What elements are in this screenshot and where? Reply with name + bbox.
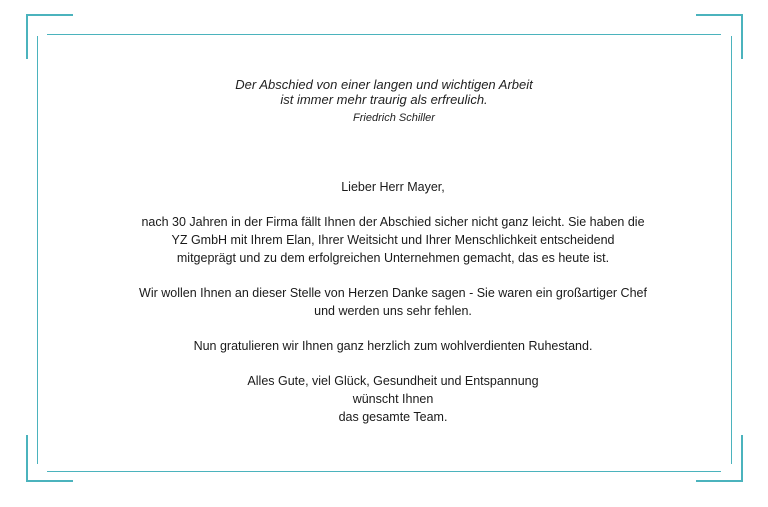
quote-author: Friedrich Schiller [353,112,435,124]
corner-top-right-horizontal [696,14,743,16]
corner-bottom-right-horizontal [696,480,743,482]
corner-top-left-vertical [26,14,28,59]
greeting [0,178,768,196]
paragraph-line: Wir wollen Ihnen an dieser Stelle von Herzen Danke sagen - Sie waren ein großartiger Chef [139,286,647,300]
paragraph [0,213,768,267]
letter-body [0,178,768,443]
corner-top-right-vertical [741,14,743,59]
corner-top-left-horizontal [26,14,73,16]
paragraph [0,284,768,320]
quote [0,77,768,107]
paragraph-line: YZ GmbH mit Ihrem Elan, Ihrer Weitsicht und Ihrer Menschlichkeit entscheidend [171,233,615,247]
greeting-line: Lieber Herr Mayer, [341,180,445,194]
closing-line: das gesamte Team. [338,410,448,424]
closing-line: wünscht Ihnen [352,392,434,406]
closing [0,372,768,426]
paragraph-line: nach 30 Jahren in der Firma fällt Ihnen der Abschied sicher nicht ganz leicht. Sie haben die [141,215,645,229]
inner-border-top [47,34,721,35]
closing-line: Alles Gute, viel Glück, Gesundheit und Entspannung [247,374,539,388]
inner-border-bottom [47,471,721,472]
paragraph-line: und werden uns sehr fehlen. [314,304,472,318]
corner-bottom-left-horizontal [26,480,73,482]
paragraph [0,337,768,355]
quote-line: ist immer mehr traurig als erfreulich. [280,92,488,107]
quote-line: Der Abschied von einer langen und wichtigen Arbeit [235,77,533,92]
paragraph-line: mitgeprägt und zu dem erfolgreichen Unternehmen gemacht, das es heute ist. [176,251,610,265]
paragraph-line: Nun gratulieren wir Ihnen ganz herzlich zum wohlverdienten Ruhestand. [193,339,593,353]
